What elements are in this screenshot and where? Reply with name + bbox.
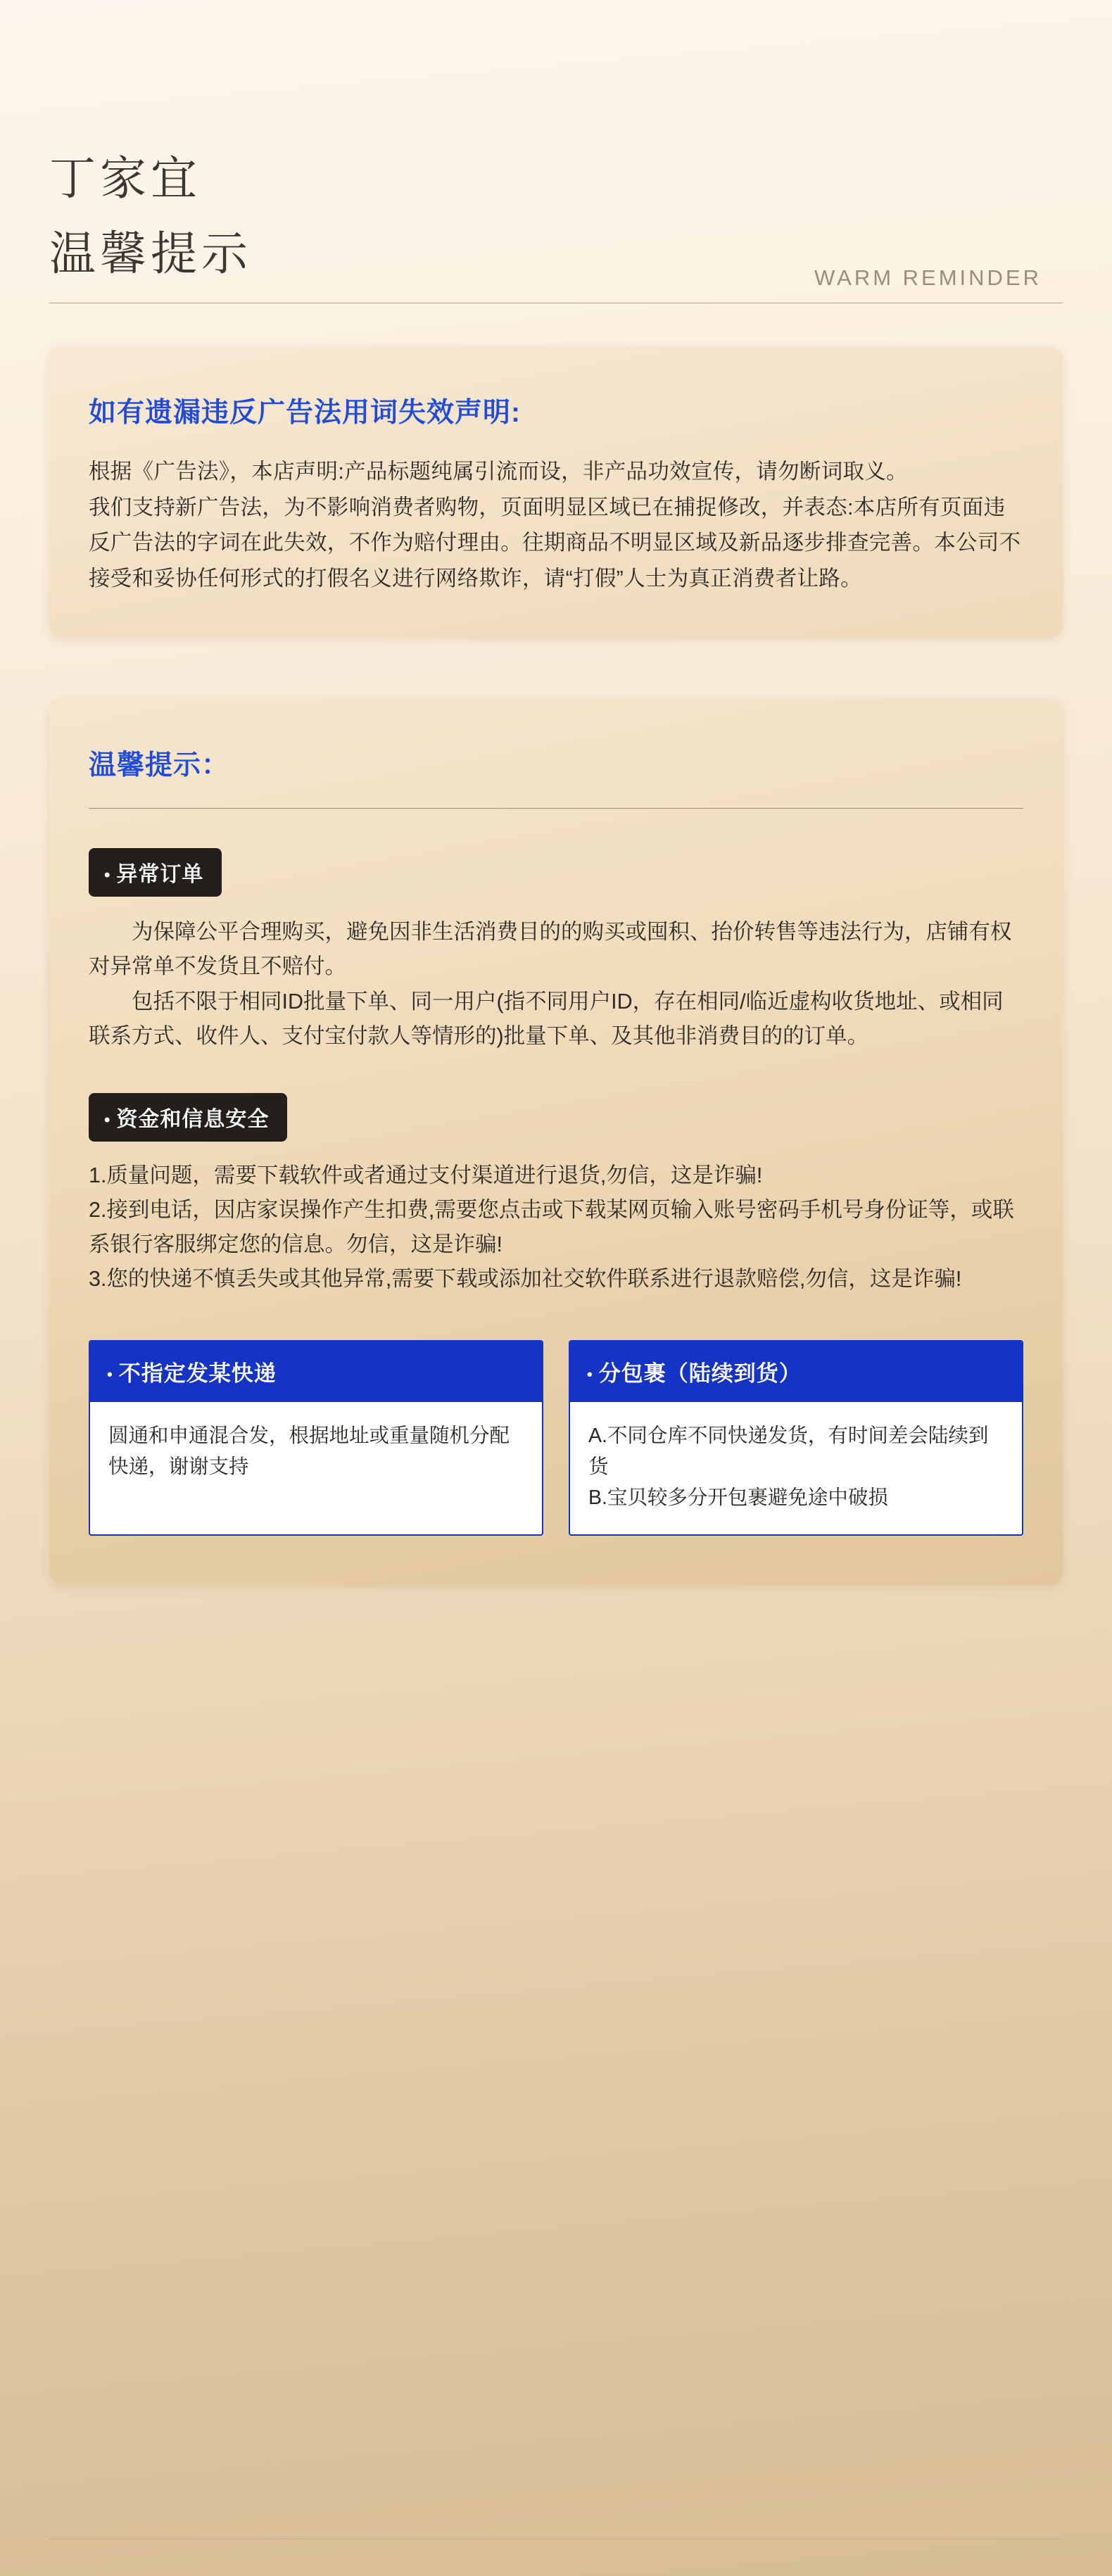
info-box-split-parcel bbox=[569, 1340, 1023, 1536]
info-box-courier-body bbox=[90, 1402, 542, 1503]
bullet-icon: • bbox=[104, 865, 111, 885]
fund-safety-line: 3.您的快递不慎丢失或其他异常,需要下载或添加社交软件联系进行退款赔偿,勿信，这是诈骗! bbox=[89, 1266, 962, 1291]
info-box-split-parcel-line: B.宝贝较多分开包裹避免途中破损 bbox=[588, 1486, 888, 1509]
info-box-split-parcel-line: A.不同仓库不同快递发货，有时间差会陆续到货 bbox=[588, 1424, 989, 1478]
page-header bbox=[49, 0, 1063, 303]
reminder-title: 温馨提示： bbox=[89, 750, 230, 781]
info-box-split-parcel-header bbox=[570, 1341, 1022, 1402]
bullet-icon: • bbox=[107, 1365, 113, 1384]
reminder-divider bbox=[89, 808, 1023, 809]
fund-safety-line: 2.接到电话，因店家误操作产生扣费,需要您点击或下载某网页输入账号密码手机号身份证等，或联系银行客服绑定您的信息。勿信，这是诈骗! bbox=[89, 1198, 1014, 1256]
abnormal-orders-body bbox=[89, 915, 1023, 1054]
info-box-split-parcel-title: 分包裹（陆续到货） bbox=[598, 1360, 802, 1386]
statement-title: 如有遗漏违反广告法用词失效声明: bbox=[89, 398, 521, 429]
statement-paragraph: 根据《广告法》，本店声明:产品标题纯属引流而设，非产品功效宣传，请勿断词取义。 bbox=[89, 460, 908, 484]
info-box-row bbox=[89, 1340, 1023, 1536]
page-title: 温馨提示 bbox=[49, 227, 252, 280]
fund-safety-body bbox=[89, 1158, 1023, 1296]
section-header-fund-safety bbox=[89, 1093, 287, 1142]
section-label: 资金和信息安全 bbox=[116, 1108, 270, 1132]
info-box-courier bbox=[89, 1340, 543, 1536]
bullet-icon: • bbox=[587, 1365, 593, 1384]
statement-paragraph: 我们支持新广告法，为不影响消费者购物，页面明显区域已在捕捉修改，并表态:本店所有页面违反广告法的字词在此失效，不作为赔付理由。往期商品不明显区域及新品逐步排查完善。本公司不接受和妥协任何形式的打假名义进行网络欺诈，请“打假”人士为真正消费者让路。 bbox=[89, 495, 1021, 591]
header-english-label: WARM REMINDER bbox=[814, 265, 1042, 291]
bullet-icon: • bbox=[104, 1111, 111, 1130]
section-label: 异常订单 bbox=[116, 862, 204, 886]
abnormal-orders-paragraph: 包括不限于相同ID批量下单、同一用户(指不同用户ID，存在相同/临近虚构收货地址、或相同联系方式、收件人、支付宝付款人等情形的)批量下单、及其他非消费目的的订单。 bbox=[89, 989, 1004, 1048]
brand-name: 丁家宜 bbox=[49, 152, 201, 204]
statement-body bbox=[89, 454, 1023, 597]
info-box-split-parcel-body bbox=[570, 1402, 1022, 1535]
section-header-abnormal-orders bbox=[89, 848, 222, 897]
reminder-card bbox=[49, 700, 1063, 1585]
info-box-courier-title: 不指定发某快递 bbox=[118, 1360, 277, 1386]
info-box-courier-header bbox=[90, 1341, 542, 1402]
statement-card bbox=[49, 347, 1063, 638]
fund-safety-line: 1.质量问题，需要下载软件或者通过支付渠道进行退货,勿信，这是诈骗! bbox=[89, 1163, 763, 1188]
abnormal-orders-paragraph: 为保障公平合理购买，避免因非生活消费目的的购买或囤积、抬价转售等违法行为，店铺有权对异常单不发货且不赔付。 bbox=[89, 919, 1012, 979]
info-box-courier-line: 圆通和申通混合发，根据地址或重量随机分配快递，谢谢支持 bbox=[108, 1424, 510, 1478]
